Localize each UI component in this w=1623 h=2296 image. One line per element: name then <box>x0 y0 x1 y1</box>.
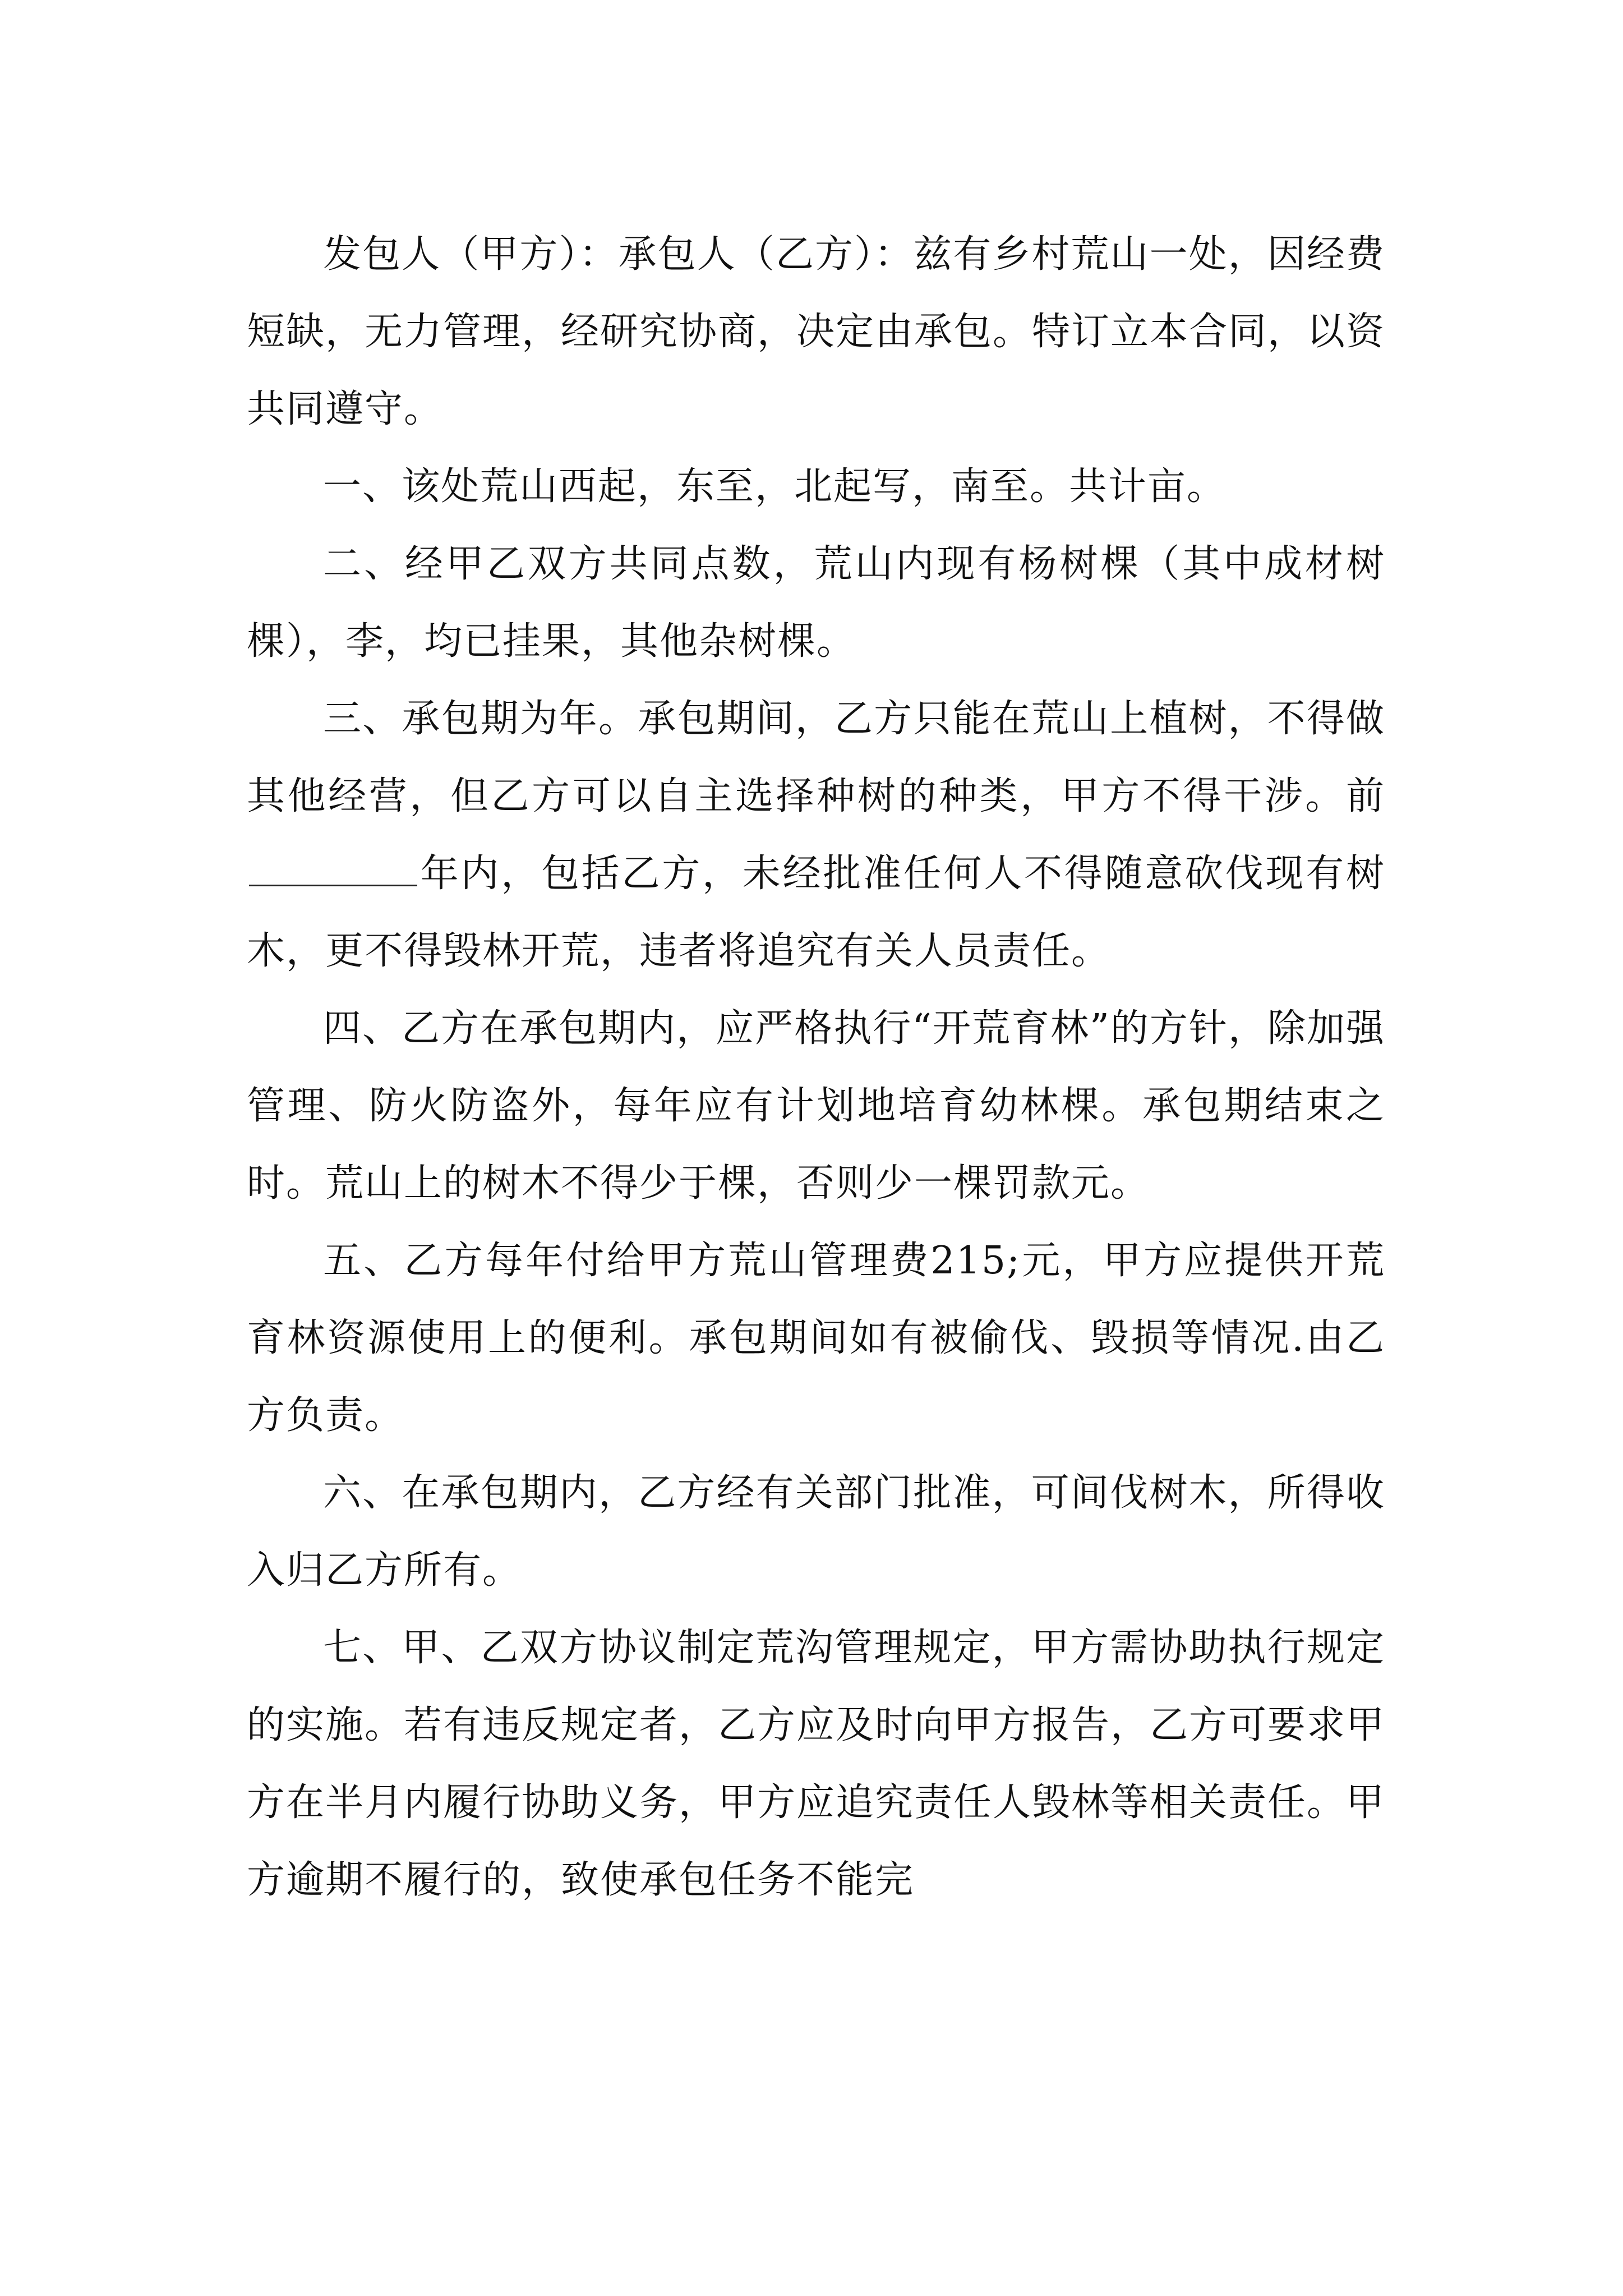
clause-2-paragraph: 二、经甲乙双方共同点数，荒山内现有杨树棵（其中成材树棵），李，均已挂果，其他杂树棵。 <box>247 542 1385 664</box>
contract-body <box>247 216 1385 1919</box>
intro-paragraph: 发包人（甲方）：承包人（乙方）：兹有乡村荒山一处，因经费短缺，无力管理，经研究协商，决定由承包。特订立本合同，以资共同遵守。 <box>247 232 1386 431</box>
clause-5-paragraph: 五、乙方每年付给甲方荒山管理费215;元，甲方应提供开荒育林资源使用上的便利。承包期间如有被偷伐、毁损等情况.由乙方负责。 <box>247 1239 1385 1438</box>
clause-4-paragraph: 四、乙方在承包期内，应严格执行“开荒育林”的方针，除加强管理、防火防盗外，每年应有计划地培育幼林棵。承包期结束之时。荒山上的树木不得少于棵，否则少一棵罚款元。 <box>247 1006 1385 1205</box>
clause-3-text-before: 三、承包期为年。承包期间，乙方只能在荒山上植树，不得做其他经营，但乙方可以自主选择种树的种类，甲方不得干涉。前 <box>247 697 1385 818</box>
clause-6-paragraph: 六、在承包期内，乙方经有关部门批准，可间伐树木，所得收入归乙方所有。 <box>247 1471 1385 1593</box>
clause-3-text-after: 年内，包括乙方，未经批准任何人不得随意砍伐现有树木，更不得毁林开荒，违者将追究有关人员责任。 <box>247 852 1385 973</box>
clause-7-paragraph: 七、甲、乙双方协议制定荒沟管理规定，甲方需协助执行规定的实施。若有违反规定者，乙方应及时向甲方报告，乙方可要求甲方在半月内履行协助义务，甲方应追究责任人毁林等相关责任。甲方逾期不履行的，致使承包任务不能完 <box>247 1626 1386 1902</box>
fill-in-blank-line <box>249 854 417 886</box>
clause-1-paragraph: 一、该处荒山西起，东至，北起写，南至。共计亩。 <box>323 464 1227 509</box>
clause-3-paragraph <box>247 680 1385 990</box>
